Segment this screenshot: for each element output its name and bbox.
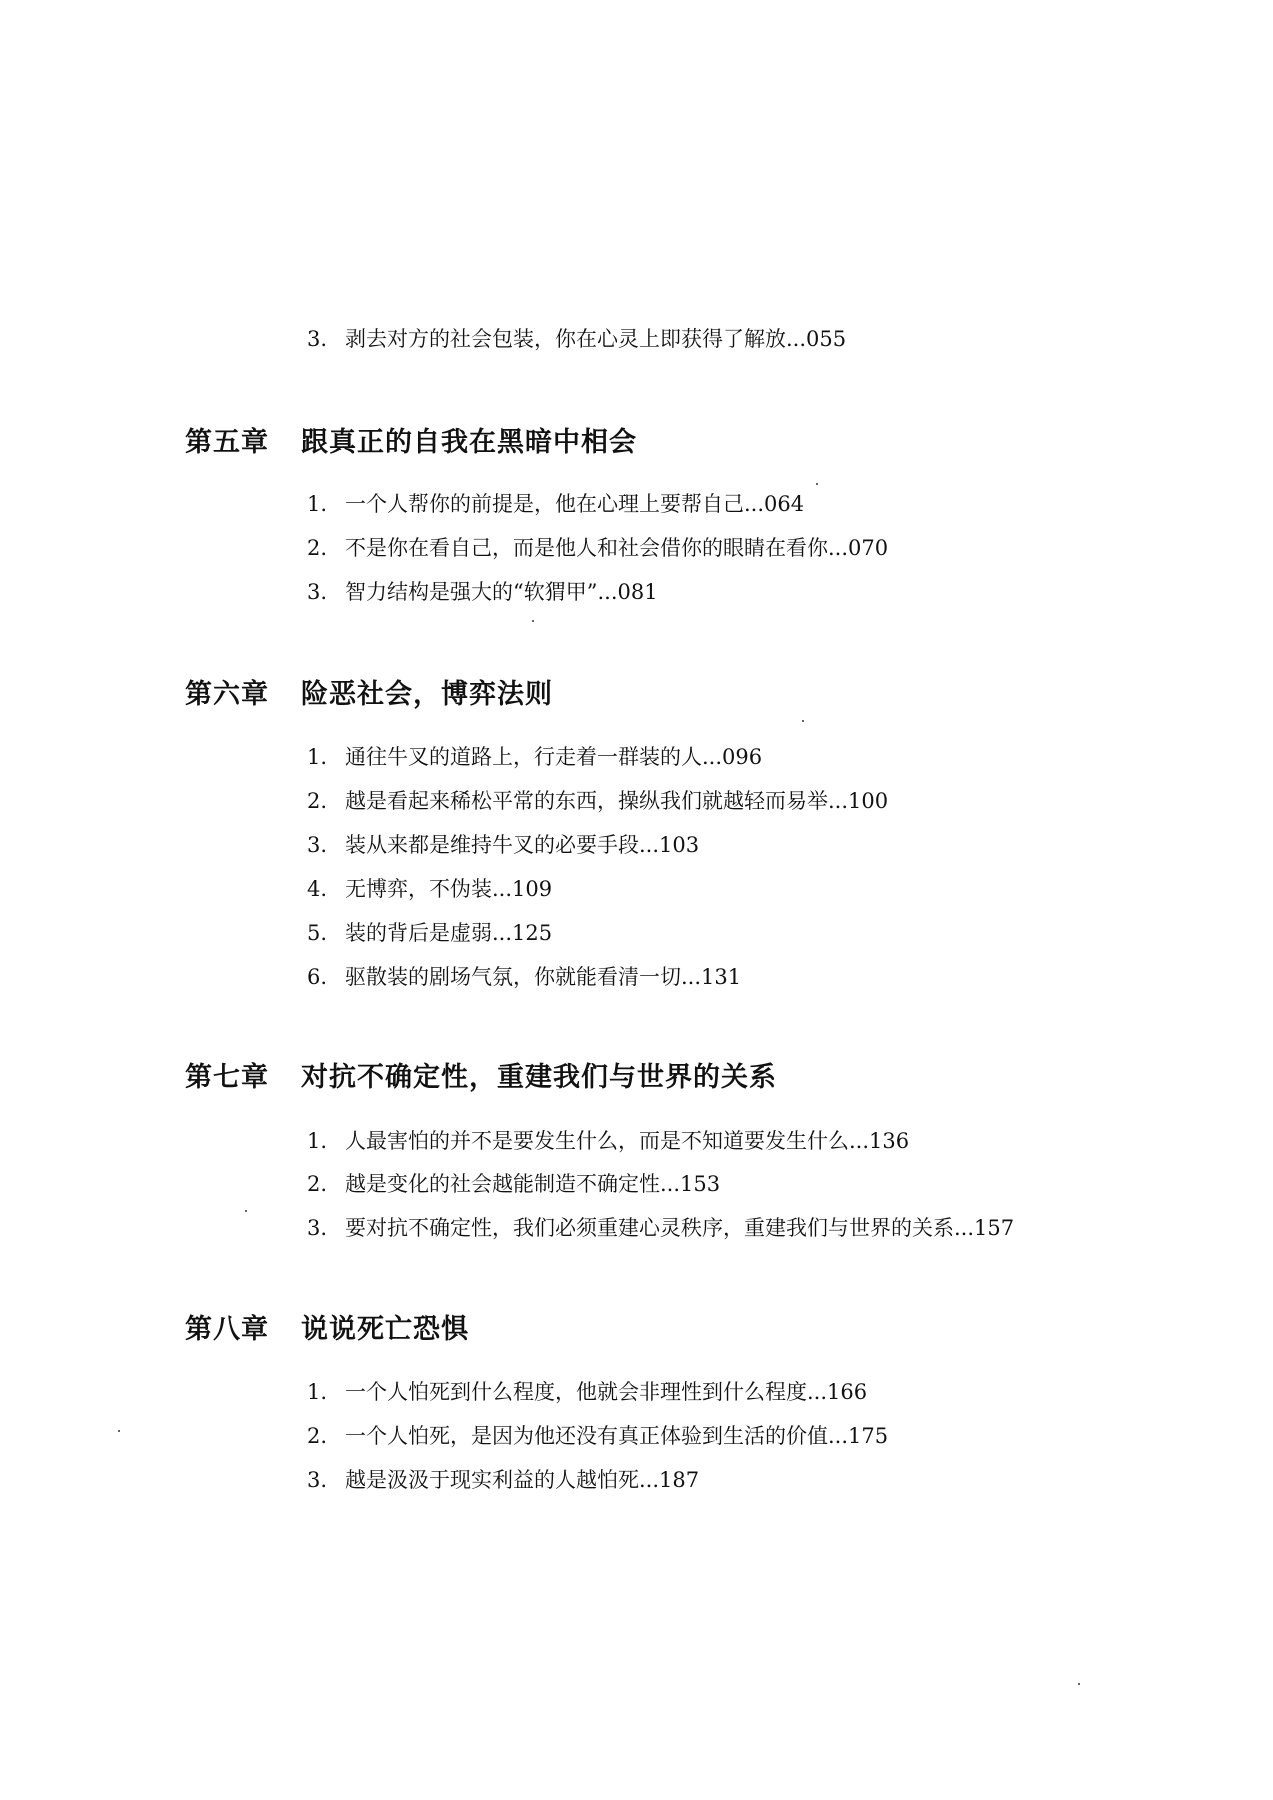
toc-item [307,874,552,904]
item-number: 1. [307,1129,328,1153]
toc-item-continued [307,324,846,354]
toc-item [307,830,699,860]
item-text: 要对抗不确定性，我们必须重建心灵秩序，重建我们与世界的关系...157 [345,1216,1015,1240]
item-text: 装的背后是虚弱...125 [345,921,553,945]
toc-item [307,1421,888,1451]
item-number: 3. [307,580,328,604]
chapter-heading-8 [185,1312,469,1348]
item-number: 5. [307,921,328,945]
item-number: 1. [307,492,328,516]
item-text: 越是变化的社会越能制造不确定性...153 [345,1172,721,1196]
chapter-title: 说说死亡恐惧 [301,1314,469,1345]
chapter-title: 对抗不确定性，重建我们与世界的关系 [301,1062,777,1093]
chapter-label: 第八章 [185,1314,269,1345]
item-number: 4. [307,877,328,901]
chapter-title: 跟真正的自我在黑暗中相会 [301,427,637,458]
item-number: 2. [307,536,328,560]
item-number: 2. [307,1172,328,1196]
item-text: 装从来都是维持牛叉的必要手段...103 [345,833,700,857]
toc-item [307,1465,699,1495]
item-text: 人最害怕的并不是要发生什么，而是不知道要发生什么...136 [345,1129,910,1153]
item-number: 2. [307,789,328,813]
item-number: 3. [307,327,328,351]
chapter-heading-5 [185,425,637,461]
item-text: 一个人怕死，是因为他还没有真正体验到生活的价值...175 [345,1424,889,1448]
toc-item [307,577,658,607]
toc-item [307,533,888,563]
item-text: 驱散装的剧场气氛，你就能看清一切...131 [345,965,742,989]
toc-item [307,1213,1014,1243]
toc-item [307,786,888,816]
chapter-label: 第五章 [185,427,269,458]
item-number: 3. [307,1468,328,1492]
toc-item [307,962,741,992]
scan-speck [118,1430,120,1432]
item-number: 3. [307,833,328,857]
item-text: 一个人帮你的前提是，他在心理上要帮自己...064 [345,492,805,516]
chapter-heading-7 [185,1060,777,1096]
item-number: 6. [307,965,328,989]
toc-item [307,489,804,519]
item-number: 1. [307,745,328,769]
scan-speck [245,1210,247,1212]
chapter-label: 第六章 [185,679,269,710]
toc-item [307,918,552,948]
item-number: 2. [307,1424,328,1448]
scan-speck [1078,1683,1080,1685]
toc-item [307,1377,867,1407]
item-number: 1. [307,1380,328,1404]
chapter-heading-6 [185,677,553,713]
item-text: 越是汲汲于现实利益的人越怕死...187 [345,1468,700,1492]
toc-item [307,1126,909,1156]
chapter-title: 险恶社会，博弈法则 [301,679,553,710]
item-number: 3. [307,1216,328,1240]
item-text: 一个人怕死到什么程度，他就会非理性到什么程度...166 [345,1380,868,1404]
scan-speck [816,483,818,485]
scan-speck [532,620,534,622]
scan-speck [802,720,804,722]
item-text: 剥去对方的社会包装，你在心灵上即获得了解放...055 [345,327,847,351]
item-text: 不是你在看自己，而是他人和社会借你的眼睛在看你...070 [345,536,889,560]
item-text: 通往牛叉的道路上，行走着一群装的人...096 [345,745,763,769]
item-text: 智力结构是强大的“软猬甲”...081 [345,580,658,604]
toc-item [307,742,762,772]
item-text: 越是看起来稀松平常的东西，操纵我们就越轻而易举...100 [345,789,889,813]
item-text: 无博弈，不伪装...109 [345,877,553,901]
chapter-label: 第七章 [185,1062,269,1093]
toc-item [307,1169,720,1199]
